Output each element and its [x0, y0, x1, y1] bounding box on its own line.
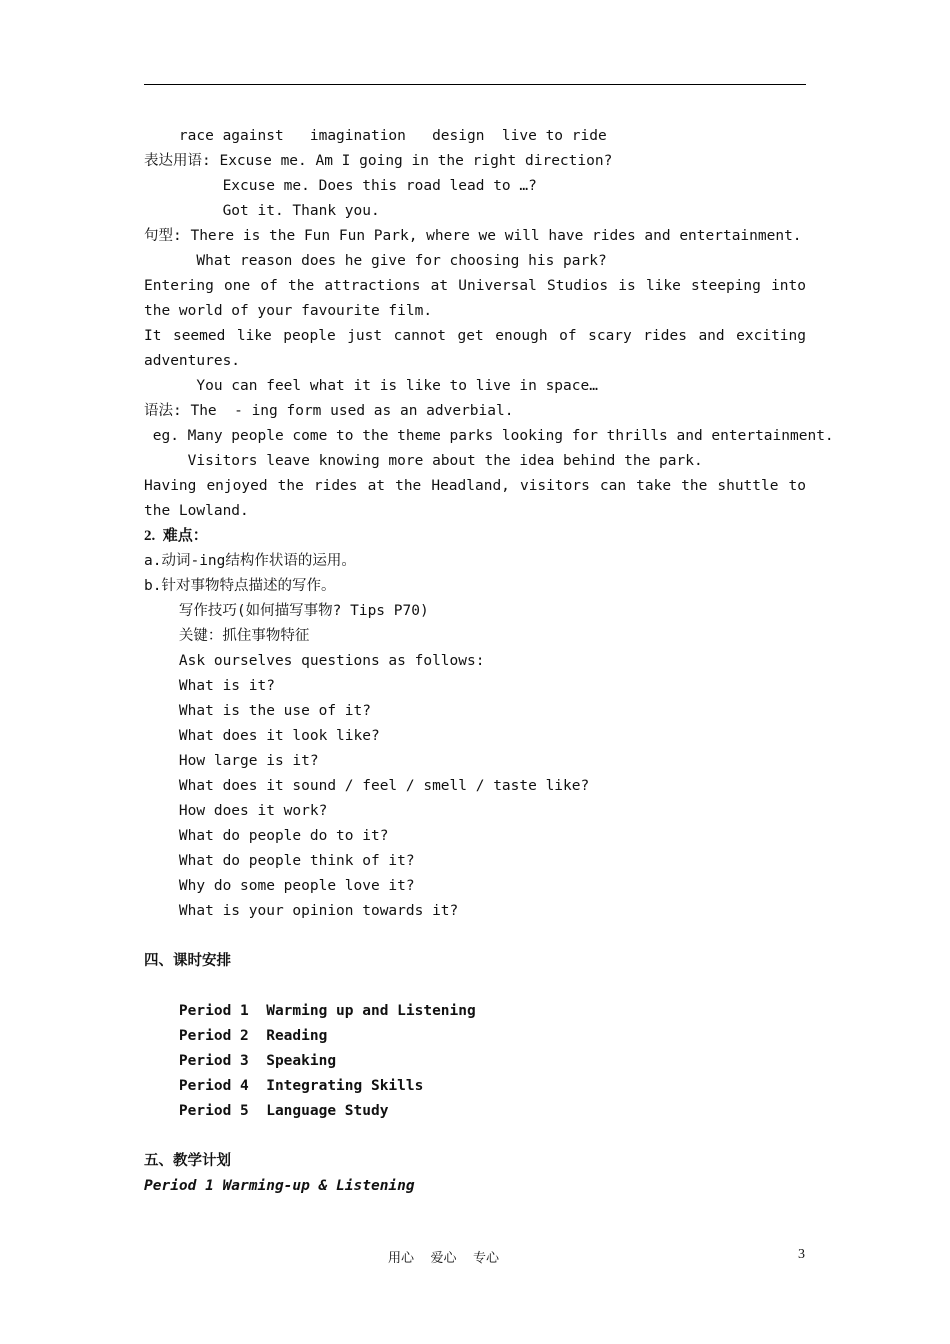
sentence-pattern-line: Entering one of the attractions at Universal Studios is like steeping into the world of your favourite film.: [144, 278, 806, 319]
question-item: What do people think of it?: [144, 853, 415, 869]
spacer: [144, 974, 806, 999]
section-heading-schedule: 四、课时安排: [144, 953, 231, 969]
writing-tip-line: 写作技巧(如何描写事物? Tips P70): [144, 603, 429, 619]
question-intro: Ask ourselves questions as follows:: [144, 653, 485, 669]
grammar-line: 语法: The - ing form used as an adverbial.: [144, 403, 514, 419]
section-heading-teaching-plan: 五、教学计划: [144, 1153, 231, 1169]
question-item: How large is it?: [144, 753, 319, 769]
spacer: [144, 1124, 806, 1149]
spacer: [144, 924, 806, 949]
period-item: Period 5 Language Study: [144, 1103, 389, 1119]
expressions-line: Excuse me. Does this road lead to …?: [144, 178, 537, 194]
section-heading-difficulties: 2. 难点：: [144, 528, 208, 544]
page-content: [144, 124, 834, 1199]
sentence-pattern-line: You can feel what it is like to live in space…: [144, 378, 598, 394]
header-rule: [144, 84, 806, 85]
writing-tip-line: 关键：抓住事物特征: [144, 628, 310, 644]
period-item: Period 3 Speaking: [144, 1053, 337, 1069]
sentence-pattern-line: It seemed like people just cannot get enough of scary rides and exciting adventures.: [144, 328, 806, 369]
question-item: What does it look like?: [144, 728, 380, 744]
example-line: Having enjoyed the rides at the Headland, visitors can take the shuttle to the Lowland.: [144, 478, 806, 519]
period-item: Period 2 Reading: [144, 1028, 328, 1044]
difficulty-item: b.针对事物特点描述的写作。: [144, 578, 336, 594]
sentence-pattern-line: 句型: There is the Fun Fun Park, where we will have rides and entertainment.: [144, 228, 802, 244]
example-line: Visitors leave knowing more about the idea behind the park.: [144, 453, 703, 469]
question-item: What do people do to it?: [144, 828, 389, 844]
question-item: How does it work?: [144, 803, 328, 819]
example-line: eg. Many people come to the theme parks looking for thrills and entertainment.: [144, 428, 834, 444]
footer-motto: 用心 爱心 专心: [388, 1251, 500, 1266]
question-item: Why do some people love it?: [144, 878, 415, 894]
question-item: What does it sound / feel / smell / taste like?: [144, 778, 590, 794]
question-item: What is the use of it?: [144, 703, 371, 719]
period-item: Period 4 Integrating Skills: [144, 1078, 424, 1094]
question-item: What is it?: [144, 678, 275, 694]
period-title: Period 1 Warming-up & Listening: [144, 1178, 415, 1194]
expressions-line: Got it. Thank you.: [144, 203, 380, 219]
expressions-line: 表达用语: Excuse me. Am I going in the right direction?: [144, 153, 613, 169]
difficulty-item: a.动词-ing结构作状语的运用。: [144, 553, 356, 569]
sentence-pattern-line: What reason does he give for choosing his park?: [144, 253, 607, 269]
question-item: What is your opinion towards it?: [144, 903, 459, 919]
page-number: 3: [798, 1247, 805, 1262]
vocabulary-line: race against imagination design live to ride: [144, 128, 607, 144]
period-item: Period 1 Warming up and Listening: [144, 1003, 476, 1019]
